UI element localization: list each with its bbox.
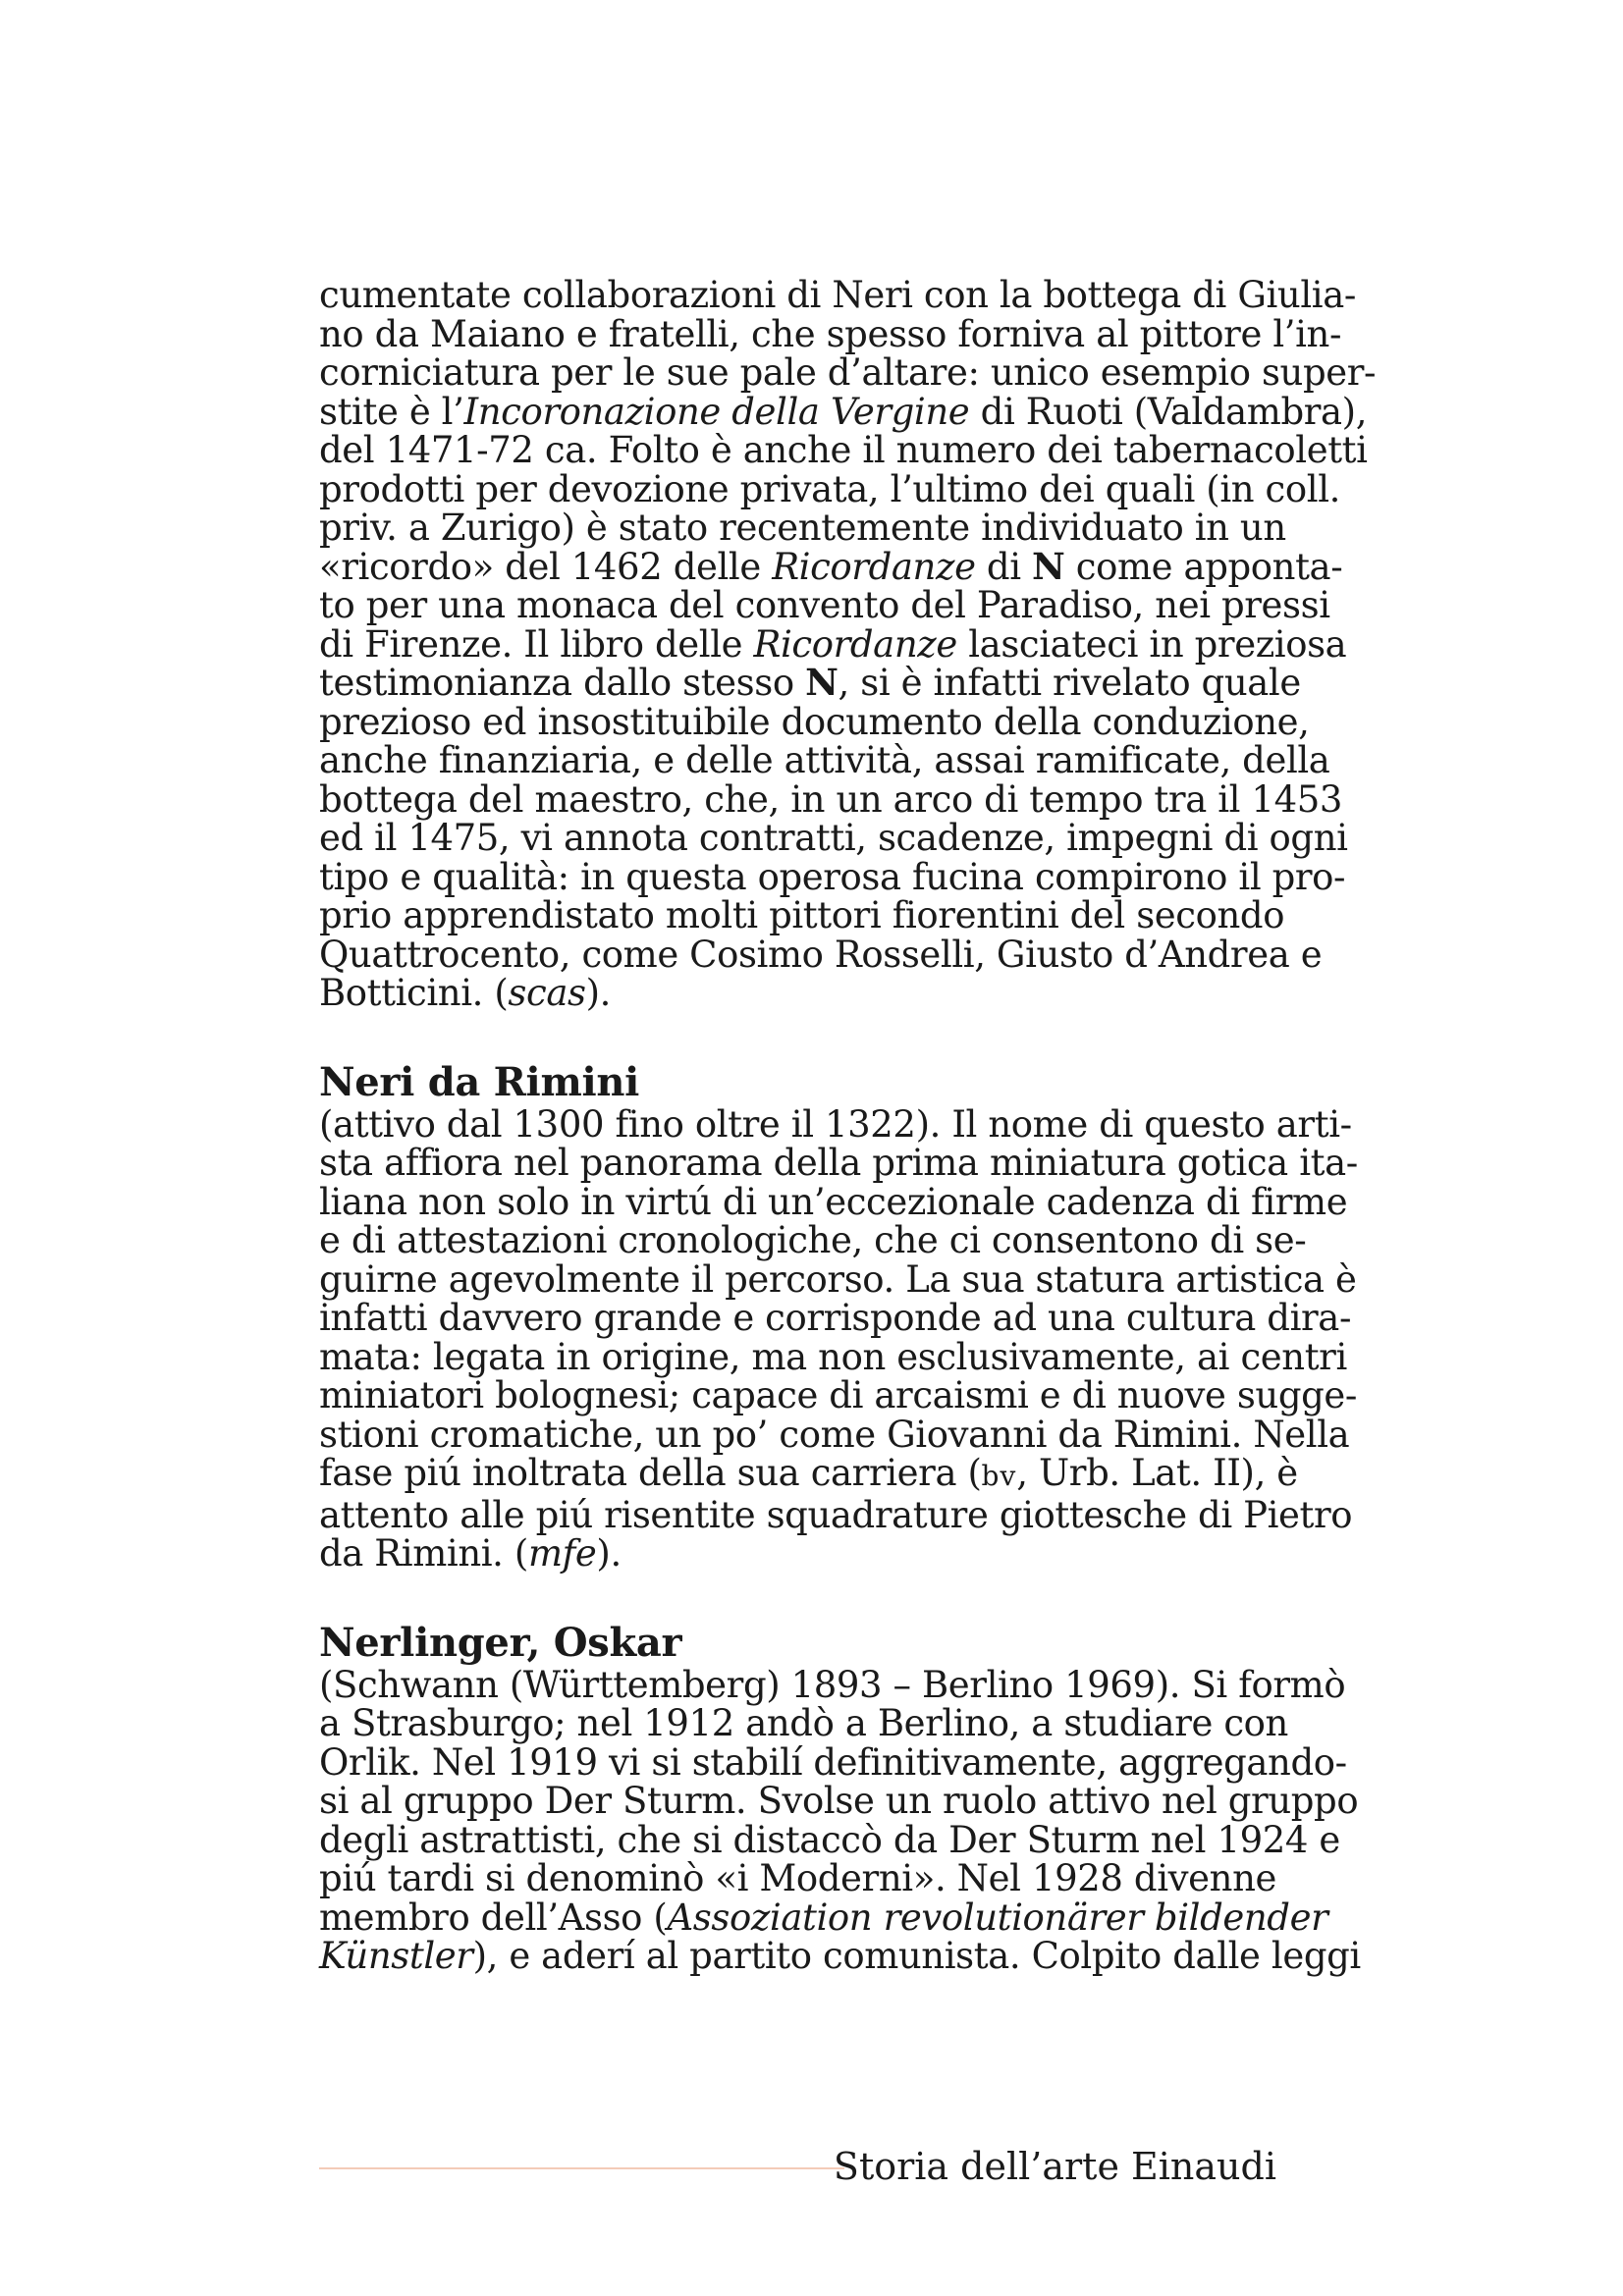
association-name: Assoziation revolutionärer bildender [667,1896,1328,1939]
text-run: testimonianza dallo stesso [319,662,806,704]
text-line: cumentate collaborazioni di Neri con la bottega di Giulia- [319,274,1356,316]
entry-separator [319,1013,1276,1060]
association-name: Künstler [319,1935,473,1977]
text-line: prodotti per devozione privata, l’ultimo dei quali (in coll. [319,467,1340,510]
entry-neri-da-rimini-body [319,1102,1358,1575]
entry-abbreviation: N [805,661,839,704]
text-run: , si è infatti rivelato quale [838,662,1301,704]
text-line: Quattrocento, come Cosimo Rosselli, Giusto d’Andrea e [319,933,1323,976]
text-line: e di attestazioni cronologiche, che ci consentono di se- [319,1219,1307,1261]
text-line: si al gruppo Der Sturm. Svolse un ruolo attivo nel gruppo [319,1780,1359,1822]
text-run: come apponta- [1064,545,1343,588]
entry-nerlinger-body [319,1663,1361,1977]
text-run: «ricordo» del 1462 delle [319,545,773,588]
text-run: ). [596,1532,622,1575]
text-line: infatti davvero grande e corrisponde ad una cultura dira- [319,1297,1352,1339]
page-footer [319,2144,1276,2189]
text-line: a Strasburgo; nel 1912 andò a Berlino, a studiare con [319,1702,1288,1744]
footer-publication-title: Storia dell’arte Einaudi [833,2145,1276,2188]
book-title: Ricordanze [772,545,976,588]
text-line: bottega del maestro, che, in un arco di tempo tra il 1453 [319,777,1342,821]
text-line: Orlik. Nel 1919 vi si stabilí definitivamente, aggregando- [319,1740,1347,1784]
text-run: di Ruoti (Valdambra), [969,390,1368,433]
text-line [319,544,1343,588]
text-run: fase piú inoltrata della sua carriera ( [319,1452,982,1494]
text-line: stioni cromatiche, un po’ come Giovanni da Rimini. Nella [319,1413,1350,1456]
entry-abbreviation: N [1032,544,1065,588]
text-line [319,1534,1276,1574]
text-run: membro dell’Asso ( [319,1896,668,1939]
entry-heading-neri-da-rimini: Neri da Rimini [319,1058,640,1105]
text-run: da Rimini. ( [319,1532,528,1575]
text-run: , Urb. Lat. II), è [1016,1452,1298,1494]
text-line: tipo e qualità: in questa operosa fucina compirono il pro- [319,855,1346,898]
artwork-title: Incoronazione della Vergine [463,390,970,433]
text-line: miniatori bolognesi; capace di arcaismi e di nuove sugge- [319,1374,1358,1416]
text-line [319,661,1301,704]
text-line: to per una monaca del convento del Paradiso, nei pressi [319,584,1330,626]
text-line: guirne agevolmente il percorso. La sua statura artistica è [319,1257,1357,1301]
text-line [319,974,1276,1013]
text-line: (Schwann (Württemberg) 1893 – Berlino 1969). Si formò [319,1663,1346,1706]
text-line: sta affiora nel panorama della prima miniatura gotica ita- [319,1142,1358,1184]
text-line: del 1471-72 ca. Folto è anche il numero dei tabernacoletti [319,429,1368,471]
text-line: prezioso ed insostituibile documento della conduzione, [319,700,1310,743]
text-line [319,1452,1298,1496]
book-title: Ricordanze [753,622,957,666]
text-line: anche finanziaria, e delle attività, assai ramificate, della [319,739,1330,781]
text-line: mata: legata in origine, ma non esclusivamente, ai centri [319,1335,1347,1378]
text-line: priv. a Zurigo) è stato recentemente individuato in un [319,507,1286,549]
text-line: no da Maiano e fratelli, che spesso forniva al pittore l’in- [319,312,1342,355]
main-text-column [319,274,1377,1977]
text-line: degli astrattisti, che si distaccò da Der Sturm nel 1924 e [319,1818,1340,1861]
text-run: ), e aderí al partito comunista. Colpito dalle leggi [472,1935,1361,1977]
text-line [319,390,1368,433]
text-run: stite è l’ [319,390,464,433]
text-line: (attivo dal 1300 fino oltre il 1322). Il nome di questo arti- [319,1102,1352,1146]
text-run: ). [585,972,611,1014]
text-line: ed il 1475, vi annota contratti, scadenze, impegni di ogni [319,817,1348,859]
text-run: di Firenze. Il libro delle [319,622,754,666]
text-line: attento alle piú risentite squadrature giottesche di Pietro [319,1493,1353,1536]
library-abbreviation: bv [981,1460,1017,1492]
text-line [319,1935,1361,1977]
footer-rule [319,2167,844,2169]
text-line [319,1896,1328,1939]
text-run: lasciateci in preziosa [956,622,1347,666]
text-run: Botticini. ( [319,972,509,1014]
author-initials: mfe [527,1532,597,1575]
entry-neri-di-bicci-body [319,274,1377,1014]
text-line: corniciatura per le sue pale d’altare: unico esempio super- [319,351,1377,394]
author-initials: scas [508,972,586,1014]
text-line: piú tardi si denominò «i Moderni». Nel 1928 divenne [319,1857,1276,1899]
entry-separator [319,1574,1276,1621]
text-line: prio apprendistato molti pittori fiorentini del secondo [319,894,1285,936]
text-line [319,622,1347,666]
text-line: liana non solo in virtú di un’eccezionale cadenza di firme [319,1180,1348,1223]
entry-heading-nerlinger: Nerlinger, Oskar [319,1619,682,1666]
text-run: di [975,545,1033,588]
